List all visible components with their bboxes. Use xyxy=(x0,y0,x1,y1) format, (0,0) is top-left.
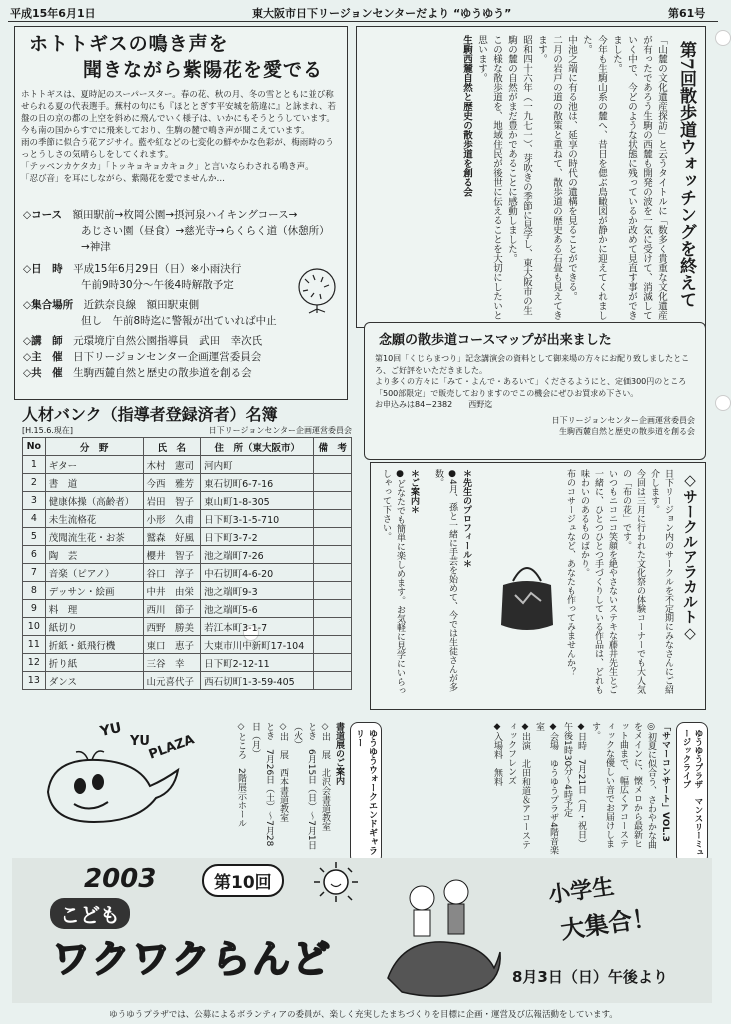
table-cell: 茂聞流生花・お茶 xyxy=(45,528,143,546)
circle-title: ◇サークルアラカルト◇ xyxy=(681,471,699,642)
gallery-title: ゆうゆうウォークエンドギャラリー xyxy=(354,729,377,855)
table-row xyxy=(23,546,352,564)
logo-text: YU xyxy=(130,734,150,749)
walk-article-title: 第7回散歩道ウォッチングを終えて xyxy=(676,41,696,308)
circle-paragraph: いつもニコニコ笑顔を絶やさないステキな藤井先生とご一緒に、ひとつひとつ手づくりしている作品は、どれも味わいのあるものばかり。 xyxy=(579,469,617,694)
header-issue: 第61号 xyxy=(668,7,706,20)
table-cell: 西野 勝美 xyxy=(143,618,201,636)
course-label: ◇コース xyxy=(23,209,63,221)
meet-line: 近鉄奈良線 額田駅東側 xyxy=(83,299,200,311)
article-column: 中池之端に有る池は、延享の時代の遺構を見ることができる。 xyxy=(566,35,577,301)
table-row xyxy=(23,618,352,636)
table-cell: 山元喜代子 xyxy=(143,672,201,690)
punch-hole xyxy=(715,395,731,411)
header-rule xyxy=(8,21,718,22)
table-cell xyxy=(314,510,352,528)
summer-line: ◆会場 ゆうゆうプラザ4階音楽室 xyxy=(534,722,558,855)
talent-bank-title: 人材バンク（指導者登録済者）名簿 xyxy=(22,405,278,424)
exhibit-line: ◇ところ 2階展示ホール xyxy=(236,722,246,828)
gallery-label-box xyxy=(350,722,382,864)
exhibit-line: とき 7月26日（土）〜7月28日（月） xyxy=(250,722,274,847)
table-cell: 櫻井 智子 xyxy=(143,546,201,564)
gallery-info xyxy=(210,722,346,852)
table-cell: 木村 憲司 xyxy=(143,456,201,474)
cohost: 生駒西麓自然と歴史の散歩道を創る会 xyxy=(73,367,252,379)
date-label: ◇日 時 xyxy=(23,263,63,275)
table-row xyxy=(23,474,352,492)
page-header xyxy=(0,0,727,22)
header-date: 平成15年6月1日 xyxy=(10,7,96,20)
table-cell xyxy=(314,546,352,564)
table-cell xyxy=(314,636,352,654)
table-cell: ギター xyxy=(45,456,143,474)
table-cell: 谷口 淳子 xyxy=(143,564,201,582)
circle-paragraph: 布のコサージュなど、あなたも作ってみませんか？ xyxy=(565,469,575,676)
walk-article xyxy=(356,26,706,328)
column-header: 氏 名 xyxy=(143,438,201,456)
table-cell: 音楽（ピアノ） xyxy=(45,564,143,582)
table-cell: 8 xyxy=(23,582,46,600)
table-cell: 鷲森 好風 xyxy=(143,528,201,546)
punch-hole xyxy=(715,30,731,46)
body-paragraph: 雨の季節に似合う花アジサイ。藍や紅などの七変化の鮮やかな色彩が、梅雨時のうっとうしさの気晴らしをしてくれます。 xyxy=(21,138,334,160)
body-paragraph: 今も南の国からすでに飛来しており、生駒の麓で鳴き声が聞こえています。 xyxy=(21,126,310,136)
summer-line: ◆入場料 無料 xyxy=(492,722,502,786)
banner-catch2: 大集合！ xyxy=(558,903,658,945)
table-row xyxy=(23,636,352,654)
column-header: 住 所（東大阪市） xyxy=(201,438,314,456)
lecturer: 元環境庁自然公園指導員 武田 幸次氏 xyxy=(73,335,263,347)
circle-guide xyxy=(379,469,421,701)
circle-text xyxy=(565,469,675,701)
table-cell xyxy=(314,654,352,672)
header-publisher: 東大阪市日下リージョンセンターだより “ゆうゆう” xyxy=(252,7,512,20)
summer-line: ◆日時 7月21日（月・祝日）午後1時30分〜4時予定 xyxy=(562,722,586,849)
table-cell: デッサン・絵画 xyxy=(45,582,143,600)
table-cell: 西川 節子 xyxy=(143,600,201,618)
article-column: 今年も生駒山系の麓へ、昔日を偲ぶ鳥瞰図が静かに迎えてくれました。 xyxy=(581,35,607,320)
table-row xyxy=(23,528,352,546)
table-row xyxy=(23,492,352,510)
table-cell: 10 xyxy=(23,618,46,636)
table-cell: 三谷 幸 xyxy=(143,654,201,672)
exhibit-line: とき 6月15日（日）〜7月1日（火） xyxy=(292,722,316,850)
guide-title: ＊ご案内＊ xyxy=(409,469,419,514)
profile-text: ●4月、孫と一緒に手芸を始めて、今では生徒さんが多数。 xyxy=(433,469,457,692)
table-cell xyxy=(314,672,352,690)
talent-bank-table xyxy=(22,437,352,690)
host-label: ◇主 催 xyxy=(23,351,63,363)
table-cell: 日下町2-12-11 xyxy=(201,654,314,672)
table-cell xyxy=(314,564,352,582)
table-cell xyxy=(314,582,352,600)
body-paragraph: 「忍び音」を耳にしながら、紫陽花を愛でませんか… xyxy=(21,174,226,184)
article-signature: 生駒西麓自然と歴史の散歩道を創る会 xyxy=(461,35,472,197)
banner-edition: 第10回 xyxy=(202,864,284,897)
table-cell: 折り紙 xyxy=(45,654,143,672)
exhibit-line: ◇出 展 西本書道教室 xyxy=(278,722,288,822)
circle-profile xyxy=(431,469,473,701)
table-cell: 河内町 xyxy=(201,456,314,474)
footer-note: ゆうゆうプラザでは、公募によるボランティアの委員が、楽しく充実したまちづくりを目標に企画・運営及び広報活動をしています。 xyxy=(109,1010,618,1020)
summer-line: ◎初夏に似合う、さわやかな曲をメインに、懐メロから最新ヒット曲まで、幅広くアコースティックな優しい音でお届けします。 xyxy=(590,722,656,849)
talent-bank-section xyxy=(22,402,352,690)
cohost-label: ◇共 催 xyxy=(23,367,63,379)
table-cell: 池之端町5-6 xyxy=(201,600,314,618)
circle-paragraph: 日下リージョン内のサークルを不定期にみなさんにご紹介します。 xyxy=(649,469,673,694)
hototogisu-body xyxy=(21,89,341,185)
walk-article-body xyxy=(369,35,669,320)
table-cell: 岩田 智子 xyxy=(143,492,201,510)
course-map-org: 日下リージョンセンター企画運営委員会 xyxy=(551,415,695,425)
course-map-org: 生駒西麓自然と歴史の散歩道を創る会 xyxy=(559,427,695,436)
table-cell: 中石切町4-6-20 xyxy=(201,564,314,582)
course-map-paragraph: より多くの方々に「みて・よんで・あるいて」くださるようにと、定価300円のところ「500部限定」で販売しておりますのでこの機会にぜひお買求め下さい。 xyxy=(375,377,687,398)
table-cell: 4 xyxy=(23,510,46,528)
table-cell: 中井 由栄 xyxy=(143,582,201,600)
column-header: 備 考 xyxy=(314,438,352,456)
article-column: 二月の岩戸の道の散策と重ねて、散歩道の歴史ある石畳も見えてきます。 xyxy=(536,35,562,320)
table-cell xyxy=(314,456,352,474)
guide-text: ●どなたでも簡単に楽しめます。お気軽に見学にいらっしゃって下さい。 xyxy=(381,469,405,695)
table-cell xyxy=(314,492,352,510)
table-cell: 日下町3-7-2 xyxy=(201,528,314,546)
table-cell: 書 道 xyxy=(45,474,143,492)
banner-kodomo: こども xyxy=(50,898,130,929)
table-cell: 若江本町3-1-7 xyxy=(201,618,314,636)
article-column: この様な散歩道を、地域住民が後世に伝えることを大切にしたいと思います。 xyxy=(476,35,502,320)
kids-on-whale-illustration xyxy=(382,868,502,998)
table-row xyxy=(23,564,352,582)
table-cell: ダンス xyxy=(45,672,143,690)
banner-date: 8月3日（日）午後より xyxy=(512,968,668,986)
table-cell: 小形 久甫 xyxy=(143,510,201,528)
cloth-bag-illustration xyxy=(495,555,559,635)
table-cell: 東口 恵子 xyxy=(143,636,201,654)
logo-text: PLAZA xyxy=(146,732,197,763)
summer-title: ゆうゆうプラザ マンスリーミュージックライブ xyxy=(681,729,703,857)
kids-event-banner xyxy=(12,858,712,1003)
body-paragraph: 「テッペンカケタカ」「トッキョキョカキョク」と言いならわされる鳴き声。 xyxy=(21,162,314,172)
table-cell: 13 xyxy=(23,672,46,690)
table-cell: 3 xyxy=(23,492,46,510)
logo-text: YU xyxy=(98,719,123,741)
hototogisu-section xyxy=(14,26,348,400)
course-map-contact: お申込みは84−2382 西野迄 xyxy=(375,400,493,409)
date-line: 午前9時30分〜午後4時解散予定 xyxy=(81,279,234,291)
table-cell: 未生流格花 xyxy=(45,510,143,528)
table-cell: 7 xyxy=(23,564,46,582)
course-map-section xyxy=(364,322,706,460)
table-cell: 池之端町9-3 xyxy=(201,582,314,600)
talent-bank-org: 日下リージョンセンター企画運営委員会 xyxy=(208,426,352,435)
hototogisu-title-line1: ホトトギスの鳴き声を xyxy=(29,33,229,55)
table-header-row xyxy=(23,438,352,456)
article-column: 「山麓の文化遺産探訪」と云うタイトルに「数多く貴重な文化遺産が有ったであろう生駒の西麓も開発の波を一気に受けて、消滅していく中で、今どのような状態に残っているか改めて見直す事ができました。 xyxy=(611,35,667,320)
table-cell: 9 xyxy=(23,600,46,618)
course-line: 額田駅前→枚岡公園→摂河泉ハイキングコース→ xyxy=(72,209,298,221)
whale-icon xyxy=(38,752,188,828)
column-header: No xyxy=(23,438,46,456)
table-row xyxy=(23,456,352,474)
banner-year: 2003 xyxy=(84,864,157,894)
table-cell xyxy=(314,474,352,492)
course-map-title: 念願の散歩道コースマップが出来ました xyxy=(379,333,612,348)
table-cell: 12 xyxy=(23,654,46,672)
banner-title: ワクワクらんど xyxy=(52,937,333,981)
profile-title: ＊先生のプロフィール＊ xyxy=(461,469,471,568)
course-line: あじさい園（昼食）→慈光寺→らくらく道（休憩所） xyxy=(81,225,330,237)
summer-line: ◆出演 北田和道＆アコースティックフレンズ xyxy=(506,722,530,849)
table-cell: 5 xyxy=(23,528,46,546)
table-cell: 紙切り xyxy=(45,618,143,636)
table-cell: 東山町1-8-305 xyxy=(201,492,314,510)
yuyu-plaza-logo xyxy=(38,718,208,828)
table-cell: 大東市川中新町17-104 xyxy=(201,636,314,654)
table-cell xyxy=(314,618,352,636)
table-cell: 2 xyxy=(23,474,46,492)
circle-paragraph: 今回は三月に行われた文化祭の体験コーナーでも大人気の「布の花」です。 xyxy=(621,469,645,694)
banner-catch1: 小学生 xyxy=(546,874,616,909)
summer-info xyxy=(392,722,672,856)
table-row xyxy=(23,510,352,528)
table-cell xyxy=(314,528,352,546)
meet-label: ◇集合場所 xyxy=(23,299,74,311)
table-cell: 11 xyxy=(23,636,46,654)
table-row xyxy=(23,672,352,690)
summer-subtitle: 「サマーコンサート」VOL.3 xyxy=(660,722,670,842)
table-cell: 池之端町7-26 xyxy=(201,546,314,564)
lecturer-label: ◇講 師 xyxy=(23,335,63,347)
table-cell xyxy=(314,600,352,618)
summer-label-box xyxy=(676,722,708,864)
table-row xyxy=(23,600,352,618)
course-line: →神津 xyxy=(81,241,111,253)
hototogisu-title-line2: 聞きながら紫陽花を愛でる xyxy=(83,59,324,81)
table-row xyxy=(23,582,352,600)
table-cell: 1 xyxy=(23,456,46,474)
table-cell: 折紙・紙飛行機 xyxy=(45,636,143,654)
body-paragraph: ホトトギスは、夏時記のスーパースター。春の花、秋の月、冬の雪とともに並び称せられる夏の代表選手。蕪村の句にも『ほととぎす平安城を筋違に』と詠まれ、若盤の日の京の都の上空を斜めに飛んでいく様子は、いかにもそうとうしています。 xyxy=(21,90,337,124)
table-cell: 西石切町1-3-59-405 xyxy=(201,672,314,690)
table-cell: 今西 雅芳 xyxy=(143,474,201,492)
exhibit-line: ◇出 展 北沢会書道教室 xyxy=(320,722,330,831)
table-cell: 料 理 xyxy=(45,600,143,618)
host: 日下リージョンセンター企画運営委員会 xyxy=(73,351,262,363)
course-map-body xyxy=(375,353,695,438)
date-line: 平成15年6月29日（日）※小雨決行 xyxy=(73,263,242,275)
table-row xyxy=(23,654,352,672)
hydrangea-illustration xyxy=(291,263,343,315)
circle-section xyxy=(370,462,706,710)
article-column: 昭和四十六年（一九七一）、芽吹きの季節に見学し、東大阪市の生駒の麓の自然がまだ豊かであることに感動しました。 xyxy=(506,35,532,316)
sun-icon xyxy=(308,860,364,904)
table-cell: 陶 芸 xyxy=(45,546,143,564)
column-header: 分 野 xyxy=(45,438,143,456)
meet-line: 但し 午前8時迄に警報が出ていれば中止 xyxy=(81,315,277,327)
table-cell: 東石切町6-7-16 xyxy=(201,474,314,492)
talent-bank-date: [H.15.6.現在] xyxy=(22,426,74,435)
table-cell: 日下町3-1-5-710 xyxy=(201,510,314,528)
course-map-paragraph: 第10回「くじらまつり」記念講演会の資料として御来場の方々にお配り致しましたところ、ご好評をいただきました。 xyxy=(375,354,690,375)
exhibit-title: 書道展のご案内 xyxy=(334,722,344,785)
table-cell: 健康体操（高齢者） xyxy=(45,492,143,510)
table-cell: 6 xyxy=(23,546,46,564)
